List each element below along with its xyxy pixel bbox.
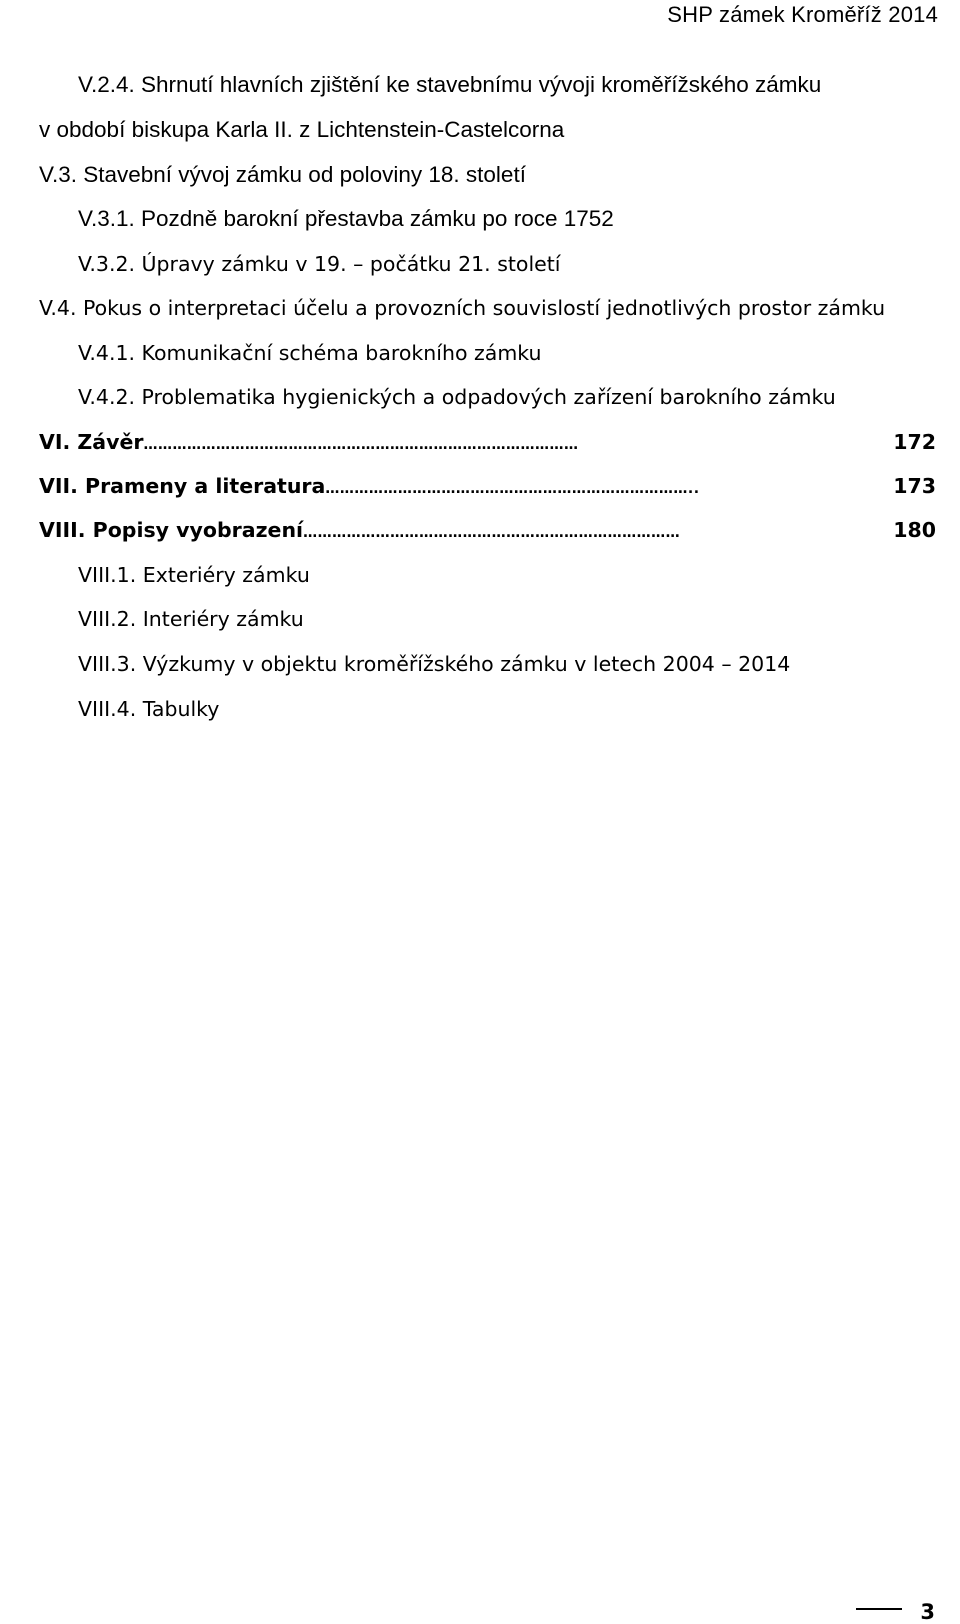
toc-entry-v-3: V.3. Stavební vývoj zámku od poloviny 18. století [39, 162, 526, 187]
toc-entry-viii-4: VIII.4. Tabulky [78, 697, 220, 721]
toc-entry-viii-label: VIII. Popisy vyobrazení [39, 518, 304, 542]
toc-entry-vi-label: VI. Závěr [39, 430, 144, 454]
page-number: 3 [920, 1600, 935, 1624]
toc-entry-v-3-1: V.3.1. Pozdně barokní přestavba zámku po roce 1752 [78, 206, 614, 231]
toc-entry-v-2-4-line2: v období biskupa Karla II. z Lichtenstein-Castelcorna [39, 117, 565, 142]
toc-entry-v-4: V.4. Pokus o interpretaci účelu a provozních souvislostí jednotlivých prostor zámku [39, 296, 886, 320]
toc-entry-vi-page: 172 [893, 430, 936, 454]
toc-entry-v-4-2: V.4.2. Problematika hygienických a odpadových zařízení barokního zámku [78, 385, 836, 409]
toc-entry-viii-page: 180 [893, 518, 936, 542]
toc-entry-vii-page: 173 [893, 474, 936, 498]
toc-entry-vi-leader: ……………………………………………………………………………… [143, 437, 579, 453]
toc-entry-v-2-4-line1: V.2.4. Shrnutí hlavních zjištění ke stavebnímu vývoji kroměřížského zámku [78, 72, 822, 97]
toc-entry-viii-3: VIII.3. Výzkumy v objektu kroměřížského zámku v letech 2004 – 2014 [78, 652, 791, 676]
toc-entry-viii-2: VIII.2. Interiéry zámku [78, 607, 304, 631]
toc-entry-viii [0, 518, 960, 542]
toc-entry-v-3-2: V.3.2. Úpravy zámku v 19. – počátku 21. století [78, 252, 561, 276]
toc-entry-viii-leader: …………………………………………………………………… [303, 525, 681, 541]
running-header: SHP zámek Kroměříž 2014 [667, 2, 938, 27]
toc-entry-vii-leader: ………………………………………………………………….. [325, 481, 700, 497]
toc-entry-viii-1: VIII.1. Exteriéry zámku [78, 563, 310, 587]
toc-entry-vii [0, 474, 960, 498]
toc-entry-vii-label: VII. Prameny a literatura [39, 474, 326, 498]
toc-entry-v-4-1: V.4.1. Komunikační schéma barokního zámku [78, 341, 542, 365]
page-number-rule [856, 1608, 902, 1610]
toc-entry-vi [0, 430, 960, 454]
